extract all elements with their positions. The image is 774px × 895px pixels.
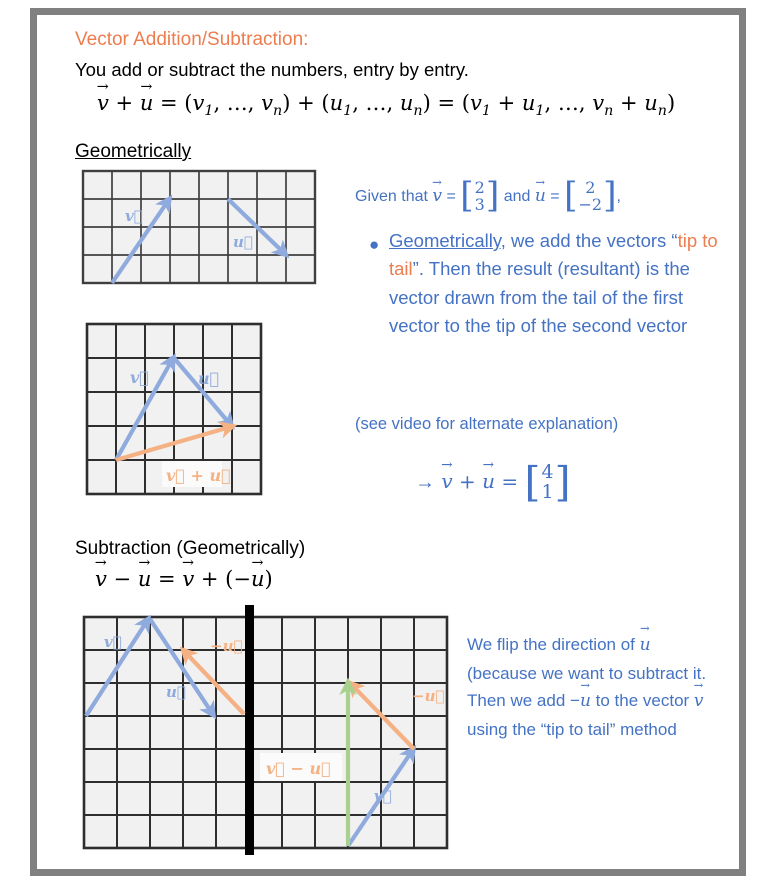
vector-difference-label: v⃗ − u⃗ bbox=[266, 759, 331, 778]
bullet-after-lead: , we add the vectors bbox=[500, 230, 672, 251]
given-v-symbol: v → bbox=[432, 186, 442, 206]
vector-sum-label: v⃗ + u⃗ bbox=[166, 466, 231, 485]
subtraction-note-text: We flip the direction of u → (because we want to subtract it. Then we add −u → to the vector v → using the “tip to tail” method bbox=[467, 635, 706, 739]
bullet-rest: . Then the result (resultant) is the vector drawn from the tail of the first vector to the tip of the second vector bbox=[389, 258, 690, 337]
note-u-symbol-2: u → bbox=[580, 688, 591, 716]
u-component-1: 2 bbox=[585, 178, 596, 197]
quote-close: ” bbox=[412, 258, 419, 280]
subtraction-heading: Subtraction (Geometrically) bbox=[75, 538, 306, 559]
given-statement bbox=[355, 175, 621, 216]
bracket-close-right: ] bbox=[603, 175, 617, 216]
vector-neg-u-label-right: −u⃗ bbox=[412, 687, 445, 705]
quote-open: “ bbox=[671, 230, 678, 251]
vector-v-label: v⃗ bbox=[130, 368, 149, 387]
page-title: Vector Addition/Subtraction: bbox=[75, 29, 309, 50]
subtraction-formula: v → − u → = v → + (−u →) bbox=[95, 567, 273, 591]
equals-sign-2: = bbox=[550, 187, 560, 205]
bullet-lead-underlined: Geometrically bbox=[389, 230, 501, 251]
result-arrow-icon: → bbox=[415, 471, 435, 494]
vector-addition-grid bbox=[85, 320, 275, 500]
grid-cells bbox=[84, 617, 447, 848]
grid-cells bbox=[83, 171, 315, 283]
vector-u-label: u⃗ bbox=[198, 369, 220, 388]
vector-neg-u-label-left: −u⃗ bbox=[210, 637, 243, 655]
geometric-vectors-grid bbox=[81, 167, 321, 287]
slide-canvas bbox=[37, 15, 739, 869]
result-matrix bbox=[524, 458, 571, 507]
given-comma: , bbox=[616, 187, 621, 205]
bracket-open-left: [ bbox=[460, 175, 474, 216]
bracket-open-result: [ bbox=[524, 458, 541, 507]
given-u-symbol: u → bbox=[535, 186, 546, 206]
vector-subtraction-grid bbox=[82, 605, 460, 855]
divider-bar bbox=[245, 605, 254, 855]
bullet-paragraph bbox=[389, 227, 719, 341]
geometrically-heading: Geometrically bbox=[75, 141, 192, 162]
bullet-highlight: tip to tail bbox=[389, 230, 718, 280]
u-component-2: −2 bbox=[578, 194, 603, 214]
vector-v-matrix bbox=[460, 175, 500, 216]
equals-sign-1: = bbox=[446, 187, 456, 205]
result-plus: + bbox=[459, 469, 476, 494]
vector-u-label-left: u⃗ bbox=[166, 683, 186, 701]
result-equation bbox=[415, 458, 571, 507]
given-and: and bbox=[503, 187, 531, 205]
vector-v-label-left: v⃗ bbox=[104, 633, 122, 651]
result-component-1: 4 bbox=[541, 461, 554, 483]
vector-v-label: v⃗ bbox=[125, 207, 143, 225]
result-v-symbol: v → bbox=[441, 469, 452, 493]
result-component-2: 1 bbox=[541, 480, 554, 503]
bullet-point-icon: ● bbox=[369, 235, 380, 254]
vector-v-label-right: v⃗ bbox=[374, 787, 392, 805]
note-u-symbol-1: u → bbox=[640, 632, 651, 660]
result-u-symbol: u → bbox=[482, 469, 495, 493]
subtraction-note bbox=[467, 631, 712, 743]
bracket-close-result: ] bbox=[554, 458, 571, 507]
see-video-note: (see video for alternate explanation) bbox=[355, 415, 619, 433]
main-formula: v → + u → = ($v_1$, …, $v_n) + (u_1$, …, $u_n) = (v_1 + u_1$, …, $v_n + u_n$) bbox=[97, 91, 675, 119]
v-component-1: 2 bbox=[474, 178, 485, 197]
subtitle-text: You add or subtract the numbers, entry by entry. bbox=[75, 59, 469, 80]
vector-u-matrix bbox=[564, 175, 617, 216]
given-prefix: Given that bbox=[355, 187, 428, 205]
slide-frame bbox=[30, 8, 746, 876]
v-component-2: 3 bbox=[474, 194, 485, 214]
result-equals: = bbox=[501, 469, 519, 494]
vector-u-label: u⃗ bbox=[233, 233, 253, 251]
bracket-open-right: [ bbox=[564, 175, 578, 216]
note-v-symbol: v → bbox=[694, 688, 704, 716]
bracket-close-left: ] bbox=[485, 175, 500, 216]
